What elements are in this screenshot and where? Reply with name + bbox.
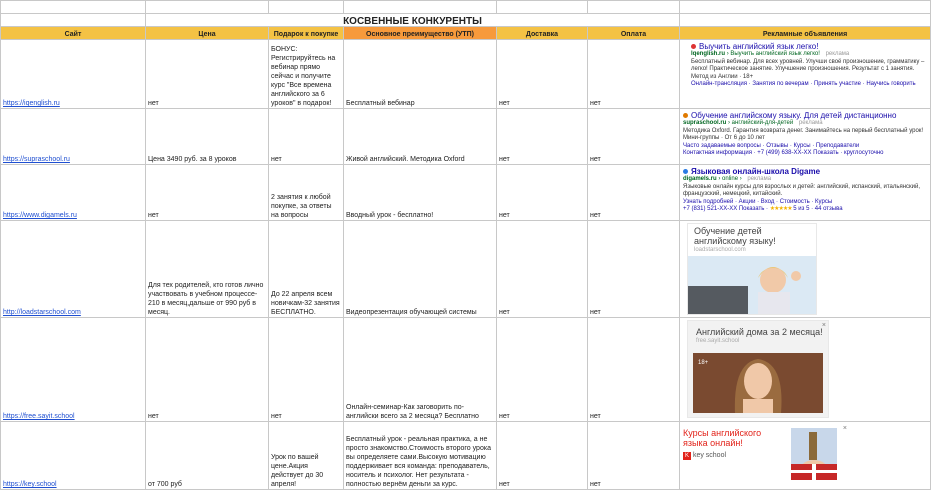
rating-stars: ★★★★★ <box>769 206 792 212</box>
table-title[interactable]: КОСВЕННЫЕ КОНКУРЕНТЫ <box>146 14 680 27</box>
ad-url: digamels.ru <box>683 176 717 182</box>
usp-cell[interactable]: Видеопрезентация обучающей системы <box>344 221 497 318</box>
delivery-cell[interactable]: нет <box>497 221 588 318</box>
close-icon[interactable]: × <box>842 425 847 432</box>
gift-cell[interactable]: БОНУС: Регистрируйтесь на вебинар прямо сейчас и получите курс "Все времена английского за 6 уроков" в подарок! <box>269 40 344 109</box>
header-usp[interactable]: Основное преимущество (УТП) <box>344 27 497 40</box>
image-ad[interactable] <box>687 223 817 315</box>
delivery-cell[interactable]: нет <box>497 109 588 165</box>
table-row <box>1 221 931 318</box>
usp-cell[interactable]: Бесплатный вебинар <box>344 40 497 109</box>
table-row <box>1 109 931 165</box>
site-link[interactable]: https://free.sayit.school <box>3 413 75 420</box>
header-site[interactable]: Сайт <box>1 27 146 40</box>
payment-cell[interactable]: нет <box>588 422 680 490</box>
delivery-cell[interactable]: нет <box>497 40 588 109</box>
text-ad <box>683 167 927 214</box>
ad-cell[interactable] <box>680 109 931 165</box>
site-link[interactable]: https://iqenglish.ru <box>3 100 60 107</box>
site-cell[interactable] <box>1 221 146 318</box>
delivery-cell[interactable]: нет <box>497 318 588 422</box>
ad-cell[interactable] <box>680 422 931 490</box>
site-cell[interactable] <box>1 40 146 109</box>
ad-headline[interactable]: Обучение английскому языку. Для детей дистанционно <box>691 111 897 120</box>
empty-cell[interactable] <box>680 14 931 27</box>
usp-cell[interactable]: Онлайн-семинар-Как заговорить по-английски всего за 2 месяца? Бесплатно <box>344 318 497 422</box>
site-link[interactable]: https://key.school <box>3 481 57 488</box>
usp-cell[interactable]: Живой английский. Методика Oxford <box>344 109 497 165</box>
age-badge: 18+ <box>698 360 709 366</box>
price-cell[interactable]: нет <box>146 40 269 109</box>
empty-cell[interactable] <box>146 1 269 14</box>
image-ad-source: free.sayit.school <box>696 338 740 344</box>
ad-mark: реклама <box>798 120 823 126</box>
header-delivery[interactable]: Доставка <box>497 27 588 40</box>
ad-mark: реклама <box>825 51 850 57</box>
delivery-cell[interactable]: нет <box>497 422 588 490</box>
image-ad[interactable] <box>687 320 829 418</box>
favicon-icon <box>691 44 696 49</box>
header-payment[interactable]: Оплата <box>588 27 680 40</box>
payment-cell[interactable]: нет <box>588 109 680 165</box>
price-cell[interactable]: нет <box>146 165 269 221</box>
payment-cell[interactable]: нет <box>588 40 680 109</box>
london-photo <box>791 428 837 480</box>
image-ad-title: Английский дома за 2 месяца! <box>696 327 823 337</box>
text-ad <box>683 111 927 158</box>
woman-photo <box>693 353 823 413</box>
image-ad[interactable] <box>683 424 849 482</box>
ad-text: Методика Oxford. Гарантия возврата денег. Занимайтесь на первый бесплатный урок! Мини-группы · От 6 до 10 лет <box>683 127 924 141</box>
ad-sitelinks: Часто задаваемые вопросы · Отзывы · Курсы · Преподаватели <box>683 142 860 149</box>
table-row <box>1 165 931 221</box>
ad-cell[interactable] <box>680 40 931 109</box>
image-ad-title: Курсы английского языка онлайн! <box>683 428 762 448</box>
empty-cell[interactable] <box>269 1 344 14</box>
gift-cell[interactable]: нет <box>269 109 344 165</box>
gift-cell[interactable]: До 22 апреля всем новичкам-32 занятия БЕСПЛАТНО. <box>269 221 344 318</box>
ad-url-path: › online › <box>718 176 742 182</box>
empty-cell[interactable] <box>344 1 497 14</box>
image-ad-title: Обучение детей английскому языку! <box>694 226 776 246</box>
empty-cell[interactable] <box>1 14 146 27</box>
ad-headline[interactable]: Языковая онлайн-школа Digame <box>691 167 821 176</box>
empty-cell[interactable] <box>588 1 680 14</box>
payment-cell[interactable]: нет <box>588 318 680 422</box>
text-ad <box>683 42 927 89</box>
ad-contact: Контактная информация · +7 (499) 638-ХХ-ХХ Показать · круглосуточно <box>683 150 884 156</box>
price-cell[interactable]: Цена 3490 руб. за 8 уроков <box>146 109 269 165</box>
brand-name: key school <box>692 452 727 459</box>
gift-cell[interactable]: Урок по вашей цене.Акция действует до 30 апреля! <box>269 422 344 490</box>
site-cell[interactable] <box>1 318 146 422</box>
ad-contact: +7 (831) 521-ХХ-ХХ Показать · <box>683 206 769 212</box>
ad-cell[interactable] <box>680 318 931 422</box>
price-cell[interactable]: Для тех родителей, кто готов лично участвовать в учебном процессе- 210 в месяц,дальше от 990 руб в месяц. <box>146 221 269 318</box>
payment-cell[interactable]: нет <box>588 221 680 318</box>
table-row <box>1 422 931 490</box>
gift-cell[interactable]: нет <box>269 318 344 422</box>
ad-url: lqenglish.ru <box>691 51 726 57</box>
ad-cell[interactable] <box>680 165 931 221</box>
ad-text: Языковые онлайн курсы для взрослых и детей: английский, испанский, итальянский, французский, немецкий, китайский. <box>683 183 921 197</box>
empty-cell[interactable] <box>1 1 146 14</box>
site-cell[interactable] <box>1 165 146 221</box>
site-link[interactable]: https://www.digamels.ru <box>3 212 77 219</box>
ad-headline[interactable]: Выучить английский язык легко! <box>699 42 819 51</box>
delivery-cell[interactable]: нет <box>497 165 588 221</box>
ad-url-path: › английский-для-детей <box>728 120 794 126</box>
site-cell[interactable] <box>1 109 146 165</box>
brand-logo: K <box>684 453 689 459</box>
table-row <box>1 40 931 109</box>
payment-cell[interactable]: нет <box>588 165 680 221</box>
ad-sitelinks: Онлайн-трансляция · Занятия по вечерам · Принять участие · Научись говорить <box>691 81 916 87</box>
empty-cell[interactable] <box>497 1 588 14</box>
header-ads[interactable]: Рекламные объявления <box>680 27 931 40</box>
ad-url-path: › Выучить английский язык легко! <box>726 51 820 57</box>
header-price[interactable]: Цена <box>146 27 269 40</box>
close-icon[interactable]: × <box>821 322 826 329</box>
table-row <box>1 318 931 422</box>
child-photo <box>688 256 816 314</box>
price-cell[interactable]: от 700 руб <box>146 422 269 490</box>
header-gift[interactable]: Подарок к покупке <box>269 27 344 40</box>
image-ad-source: loadstarschool.com <box>694 247 746 253</box>
ad-url: supraschool.ru <box>683 120 727 126</box>
favicon-icon <box>683 113 688 118</box>
ad-cell[interactable] <box>680 221 931 318</box>
gift-cell[interactable]: 2 занятия к любой покупке, за ответы на вопросы <box>269 165 344 221</box>
site-cell[interactable] <box>1 422 146 490</box>
favicon-icon <box>683 169 688 174</box>
site-link[interactable]: https://supraschool.ru <box>3 156 70 163</box>
ad-sitelinks: Узнать подробней · Акции · Вход · Стоимость · Курсы <box>683 198 833 205</box>
usp-cell[interactable]: Вводный урок - бесплатно! <box>344 165 497 221</box>
empty-cell[interactable] <box>680 1 931 14</box>
site-link[interactable]: http://loadstarschool.com <box>3 309 81 316</box>
ad-text: Бесплатный вебинар. Для всех уровней. Улучши своё произношение, грамматику – легко! Практическое занятие. Улучшение произношения. Результат с 1 занятия. Метод из Англии · 18+ <box>691 58 925 80</box>
usp-cell[interactable]: Бесплатный урок - реальная практика, а не просто знакомство.Стоимость второго урока вы определяете сами.Высокую мотивацию поддерживает вся команда: преподаватель, носитель и психолог. Нет результата - полностью вернём деньги за курс. <box>344 422 497 490</box>
ad-mark: реклама <box>747 176 772 182</box>
price-cell[interactable]: нет <box>146 318 269 422</box>
rating-text: 5 из 5 · 44 отзыва <box>793 206 843 212</box>
